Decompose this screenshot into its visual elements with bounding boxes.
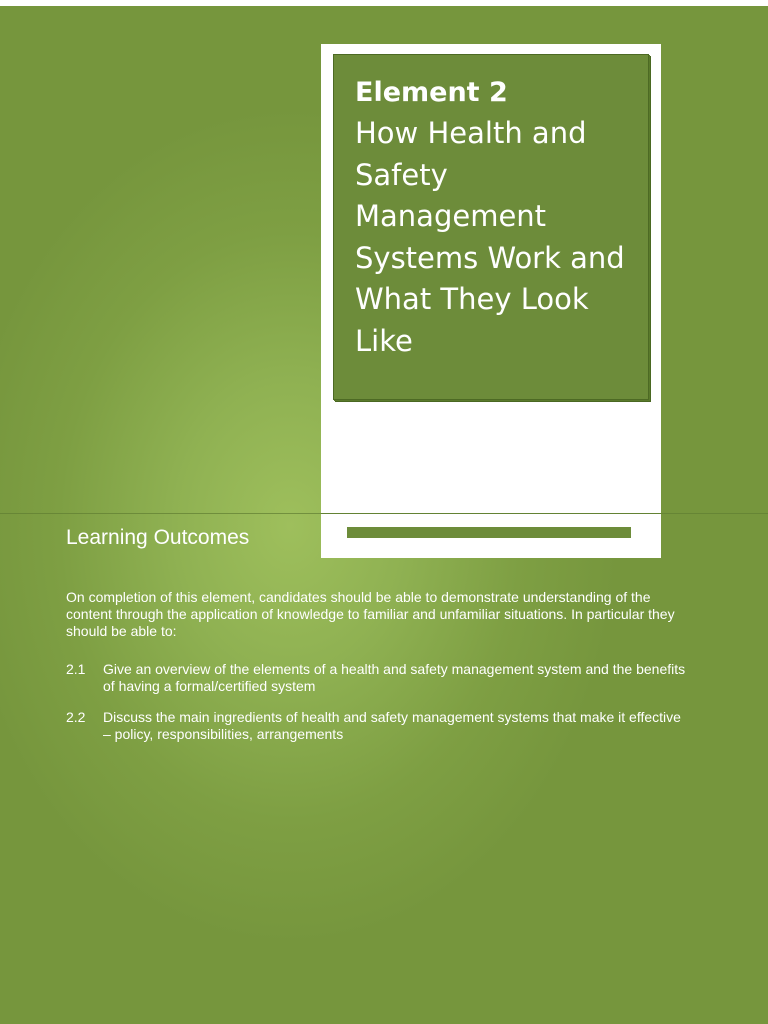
element-title: How Health and Safety Management Systems Work and What They Look Like: [355, 116, 625, 358]
element-label: Element 2: [355, 77, 508, 108]
learning-outcomes-intro: On completion of this element, candidates should be able to demonstrate understanding of the content through the application of knowledge to familiar and unfamiliar situations. In particular they should be able to:: [66, 589, 675, 639]
outcome-text: Give an overview of the elements of a health and safety management system and the benefits of having a formal/certified system: [103, 661, 686, 694]
outcome-number: 2.1: [66, 661, 86, 677]
outcome-item: [66, 709, 686, 743]
decorative-bar: [347, 527, 631, 538]
outcome-text: Discuss the main ingredients of health and safety management systems that make it effective – policy, responsibilities, arrangements: [103, 709, 681, 742]
outcome-item: [66, 661, 686, 695]
horizontal-rule: [0, 513, 768, 514]
element-title-box: [333, 54, 649, 400]
cover-card: [321, 44, 661, 558]
outcome-number: 2.2: [66, 709, 86, 725]
learning-outcomes-heading: Learning Outcomes: [66, 526, 250, 549]
document-page: [0, 6, 768, 1024]
